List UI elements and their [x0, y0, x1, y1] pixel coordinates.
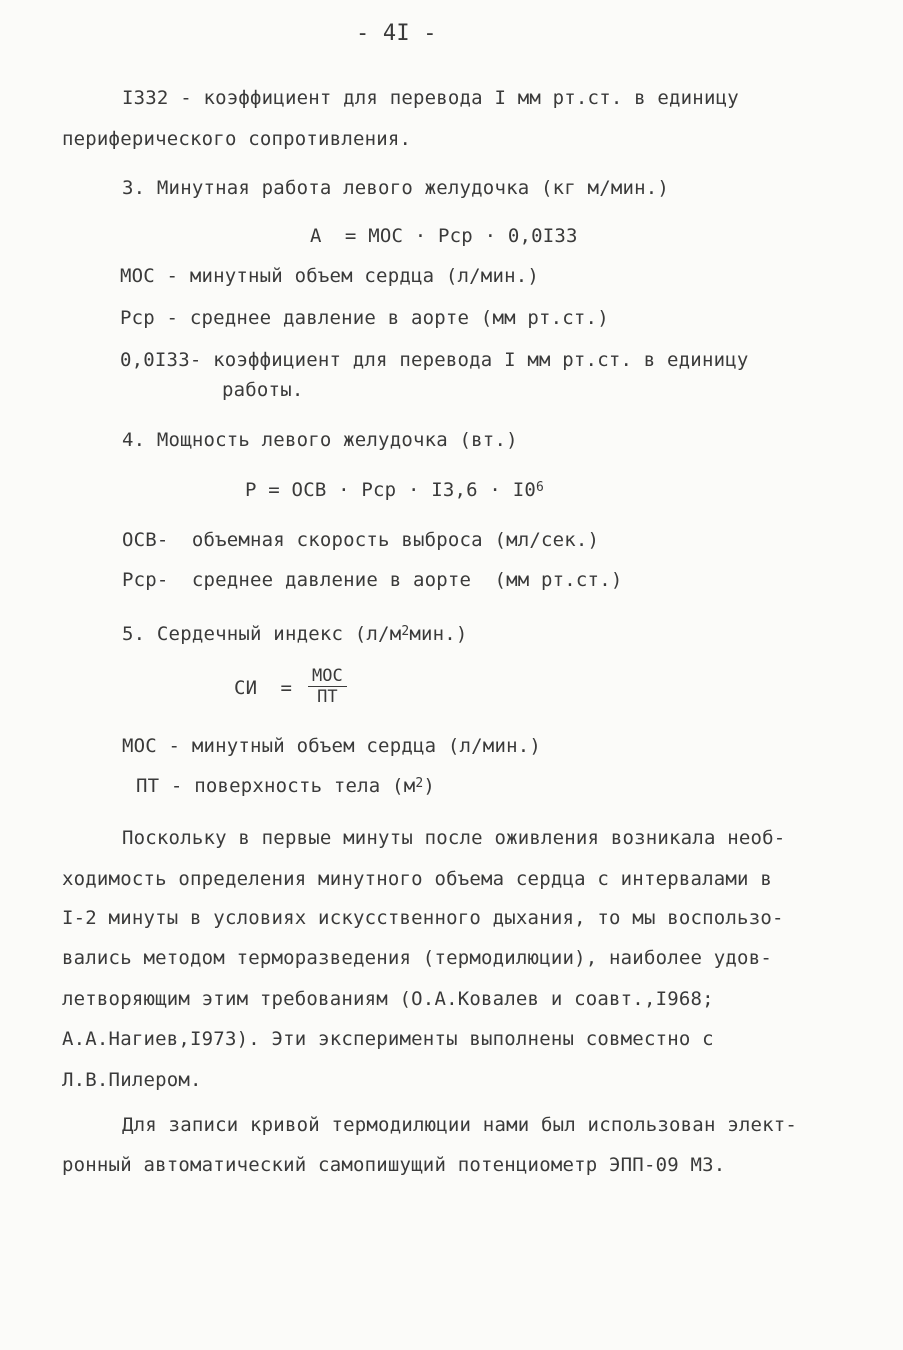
- definition-text: ПТ - поверхность тела (м: [136, 775, 416, 797]
- paragraph-line: I-2 минуты в условиях искусственного дыхания, то мы воспользо-: [62, 907, 784, 929]
- formula-5-fraction: [308, 666, 347, 707]
- section-heading-5: [122, 622, 468, 646]
- page-number: - 4I -: [356, 21, 437, 46]
- paragraph-line: А.А.Нагиев,I973). Эти эксперименты выполнены совместно с: [62, 1028, 714, 1050]
- definition-line: ОСВ- объемная скорость выброса (мл/сек.): [122, 529, 600, 551]
- formula-4-body: Р = ОСВ · Рср · I3,6 · I0: [245, 479, 536, 501]
- section-heading-4: 4. Мощность левого желудочка (вт.): [122, 429, 518, 451]
- definition-line: [136, 774, 435, 798]
- fraction-denominator: ПТ: [317, 687, 338, 707]
- definition-exponent: 2: [415, 776, 424, 791]
- heading-5-text-end: мин.): [409, 623, 468, 645]
- formula-5-lhs: СИ =: [234, 677, 293, 699]
- formula-4-exponent: 6: [535, 480, 545, 495]
- formula-3: А = МОС · Рср · 0,0I33: [310, 225, 578, 247]
- section-heading-3: 3. Минутная работа левого желудочка (кг м/мин.): [122, 177, 670, 199]
- paragraph-line: Поскольку в первые минуты после оживления возникала необ-: [122, 827, 786, 849]
- heading-5-text: 5. Сердечный индекс (л/м: [122, 623, 402, 645]
- text-line: периферического сопротивления.: [62, 128, 412, 150]
- paragraph-line: ходимость определения минутного объема сердца с интервалами в: [62, 868, 772, 890]
- definition-line: МОС - минутный объем сердца (л/мин.): [122, 735, 542, 757]
- formula-4: [245, 478, 544, 502]
- paragraph-line: ронный автоматический самопишущий потенциометр ЭПП-09 М3.: [62, 1154, 726, 1176]
- definition-line: Рср- среднее давление в аорте (мм рт.ст.): [122, 569, 623, 591]
- definition-line: работы.: [222, 379, 304, 401]
- text-line: I332 - коэффициент для перевода I мм рт.ст. в единицу: [122, 87, 739, 109]
- paragraph-line: вались методом терморазведения (термодилюции), наиболее удов-: [62, 947, 772, 969]
- definition-line: 0,0I33- коэффициент для перевода I мм рт.ст. в единицу: [120, 349, 749, 371]
- fraction-numerator: МОС: [308, 666, 347, 687]
- paragraph-line: Л.В.Пилером.: [62, 1069, 202, 1091]
- definition-line: Рср - среднее давление в аорте (мм рт.ст.): [120, 307, 609, 329]
- definition-line: МОС - минутный объем сердца (л/мин.): [120, 265, 540, 287]
- definition-text-end: ): [423, 775, 436, 797]
- paragraph-line: Для записи кривой термодилюции нами был использован элект-: [122, 1114, 798, 1136]
- paragraph-line: летворяющим этим требованиям (О.А.Ковалев и соавт.,I968;: [62, 988, 714, 1010]
- heading-5-exponent: 2: [401, 624, 410, 639]
